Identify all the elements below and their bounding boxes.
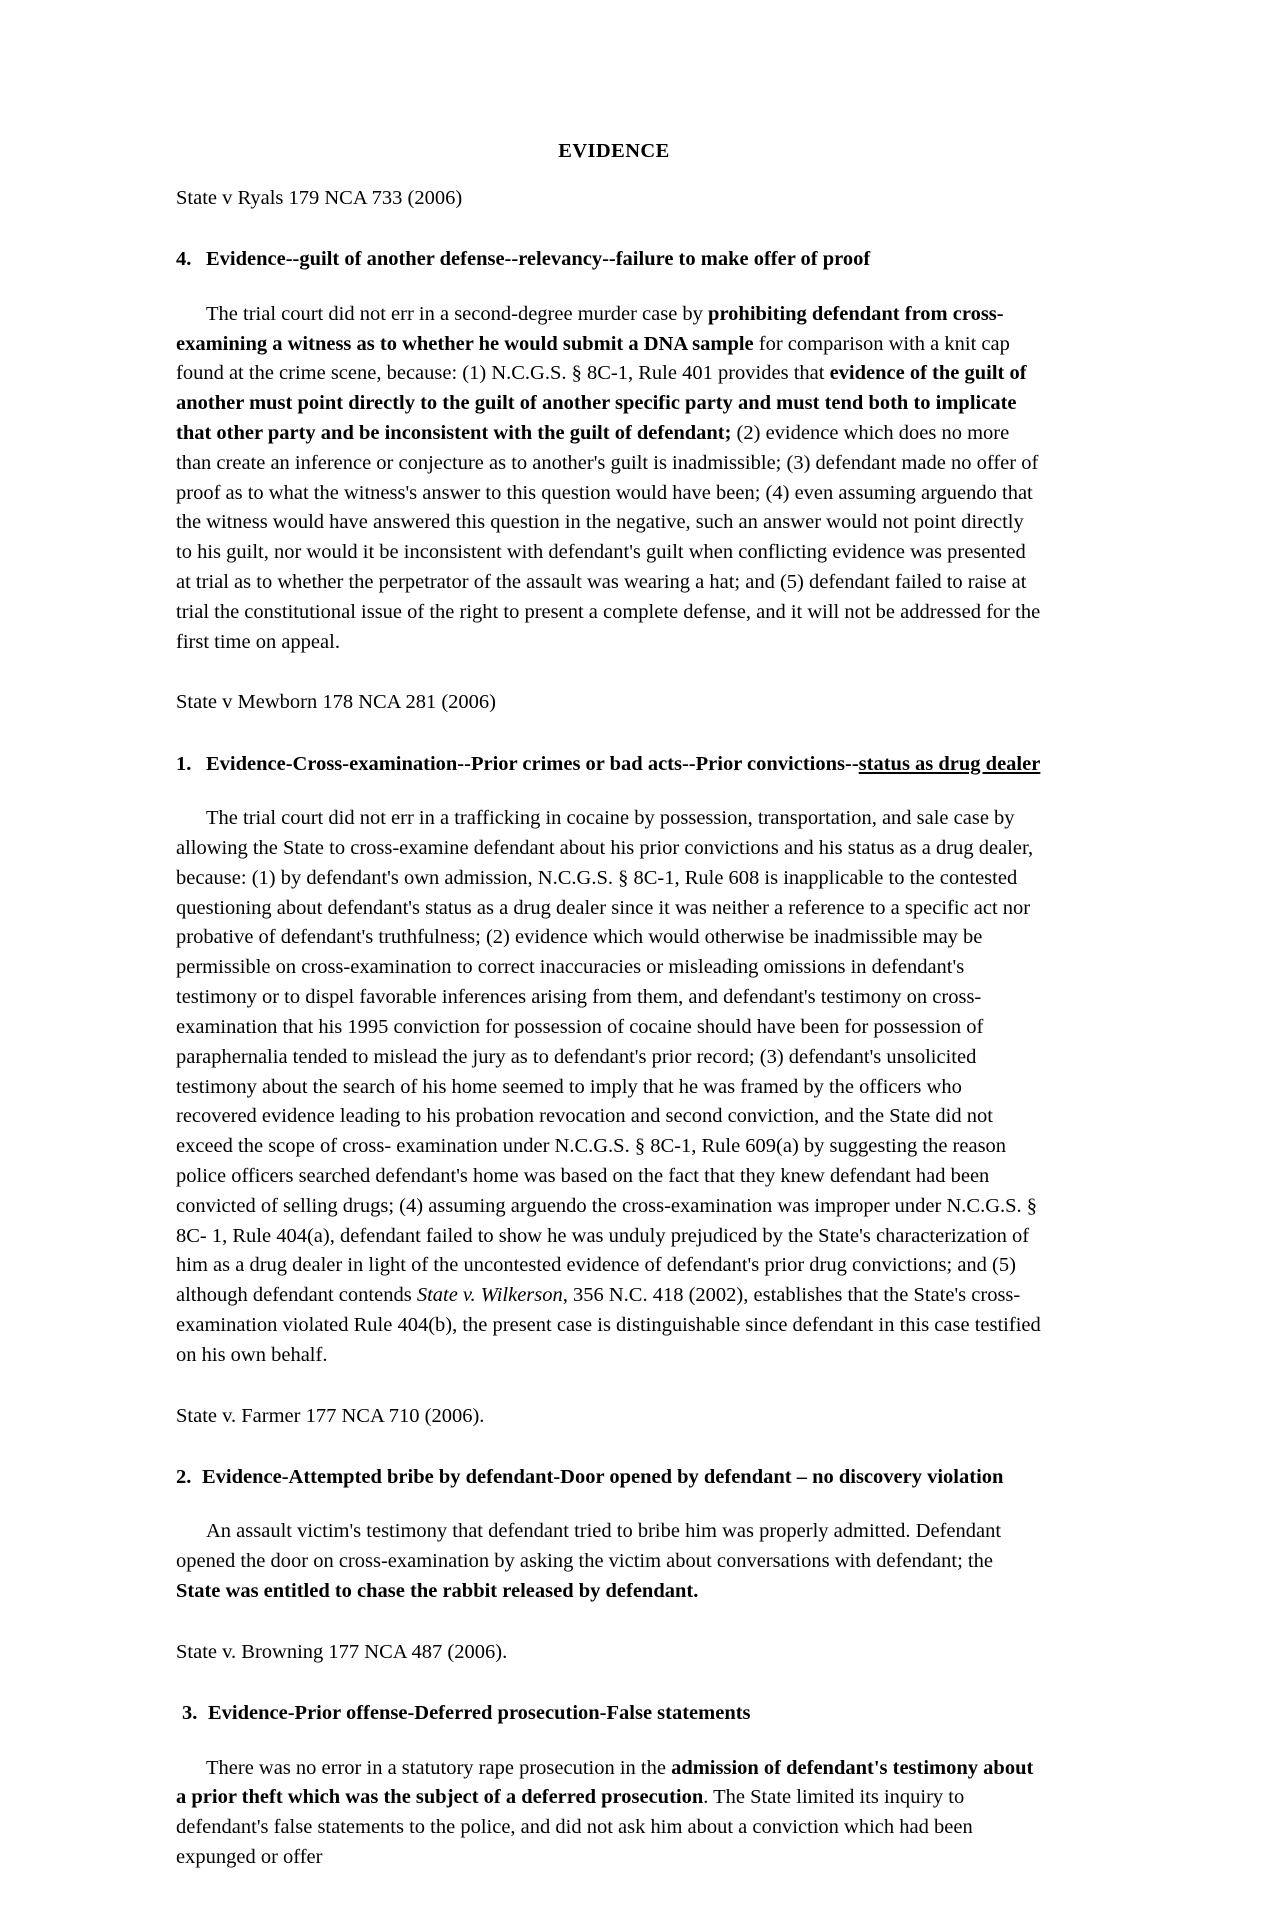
heading-number: 2. xyxy=(176,1465,192,1488)
para-text-bold: prohibiting defendant from cross-examining a witness as to whether he would submit a DNA sample xyxy=(176,302,1004,355)
para-text-italic-case: State v. Wilkerson xyxy=(416,1284,563,1307)
para-text-plain: There was no error in a statutory rape prosecution in the xyxy=(206,1756,672,1779)
heading-number: 3. xyxy=(182,1701,198,1724)
heading-label: Evidence--guilt of another defense--relevancy--failure to make offer of proof xyxy=(206,248,871,271)
para-text-plain: (2) evidence which does no more than create an inference or conjecture as to another's guilt is inadmissible; (3) defendant made no offer of proof as to what the witness's answer to this question would have been; (4) even assuming arguendo that the witness would have answered this question in the negative, such an answer would not point directly to his guilt, nor would it be inconsistent with defendant's guilt when conflicting evidence was presented at trial as to whether the perpetrator of the assault was wearing a hat; and (5) defendant failed to raise at trial the constitutional issue of the right to present a complete defense, and it will not be addressed for the first time on appeal. xyxy=(176,421,1041,653)
page-title: EVIDENCE xyxy=(558,140,670,162)
para-text-plain: . The State limited its inquiry to defendant's false statements to the police, and did not ask him about a conviction which had been expunged or offer xyxy=(176,1786,973,1868)
section-paragraph-3 xyxy=(176,1754,1042,1873)
heading-number: 4. xyxy=(176,248,192,271)
section-heading-2 xyxy=(176,1464,1042,1492)
para-text-bold: admission of defendant's testimony about a prior theft which was the subject of a deferred prosecution xyxy=(176,1756,1034,1809)
section-paragraph-1 xyxy=(176,804,1042,1370)
section-paragraph-2 xyxy=(176,1517,1042,1606)
para-text-plain: , 356 N.C. 418 (2002), establishes that the State's cross-examination violated Rule 404(b), the present case is distinguishable since defendant in this case testified on his own behalf. xyxy=(176,1284,1041,1366)
heading-label: Evidence-Attempted bribe by defendant-Door opened by defendant – no discovery violation xyxy=(202,1465,1004,1488)
section-paragraph-4 xyxy=(176,300,1042,658)
case-citation: State v. Browning 177 NCA 487 (2006). xyxy=(176,1640,508,1663)
section-heading-4 xyxy=(176,246,1042,274)
para-text-plain: An assault victim's testimony that defendant tried to bribe him was properly admitted. Defendant opened the door on cross-examination by asking the victim about conversations with defendant; the xyxy=(176,1520,1002,1573)
heading-number: 1. xyxy=(176,752,192,775)
heading-label: Evidence-Prior offense-Deferred prosecution-False statements xyxy=(208,1701,751,1724)
para-text-plain: The trial court did not err in a trafficking in cocaine by possession, transportation, and sale case by allowing the State to cross-examine defendant about his prior convictions and his status as a drug dealer, because: (1) by defendant's own admission, N.C.G.S. § 8C-1, Rule 608 is inapplicable to the contested questioning about defendant's status as a drug dealer since it was neither a reference to a specific act nor probative of defendant's truthfulness; (2) evidence which would otherwise be inadmissible may be permissible on cross-examination to correct inaccuracies or misleading omissions in defendant's testimony or to dispel favorable inferences arising from them, and defendant's testimony on cross-examination that his 1995 conviction for possession of cocaine should have been for possession of paraphernalia tended to mislead the jury as to defendant's prior record; (3) defendant's unsolicited testimony about the search of his home seemed to imply that he was framed by the officers who recovered evidence leading to his probation revocation and second conviction, and the State did not exceed the scope of cross- examination under N.C.G.S. § 8C-1, Rule 609(a) by suggesting the reason police officers searched defendant's home was based on the fact that they knew defendant had been convicted of selling drugs; (4) assuming arguendo the cross-examination was improper under N.C.G.S. § 8C- 1, Rule 404(a), defendant failed to show he was unduly prejudiced by the State's characterization of him as a drug dealer in light of the uncontested evidence of defendant's prior drug convictions; and (5) although defendant contends xyxy=(176,807,1038,1307)
document-content xyxy=(176,140,1042,1905)
heading-label-underlined: status as drug dealer xyxy=(858,752,1041,775)
case-citation: State v. Farmer 177 NCA 710 (2006). xyxy=(176,1404,485,1427)
para-text-plain: for comparison with a knit cap found at the crime scene, because: (1) N.C.G.S. § 8C-1, Rule 401 provides that xyxy=(176,332,1010,385)
case-citation: State v Mewborn 178 NCA 281 (2006) xyxy=(176,691,497,714)
section-heading-1 xyxy=(176,751,1042,779)
para-text-bold: evidence of the guilt of another must point directly to the guilt of another specific party and must tend both to implicate that other party and be inconsistent with the guilt of defendant; xyxy=(176,362,1027,444)
para-text-plain: The trial court did not err in a second-degree murder case by xyxy=(206,302,709,325)
para-text-bold: State was entitled to chase the rabbit released by defendant. xyxy=(176,1579,699,1602)
section-heading-3 xyxy=(176,1700,1042,1728)
heading-label: Evidence-Cross-examination--Prior crimes or bad acts--Prior convictions-- xyxy=(206,752,859,775)
case-citation: State v Ryals 179 NCA 733 (2006) xyxy=(176,187,463,209)
